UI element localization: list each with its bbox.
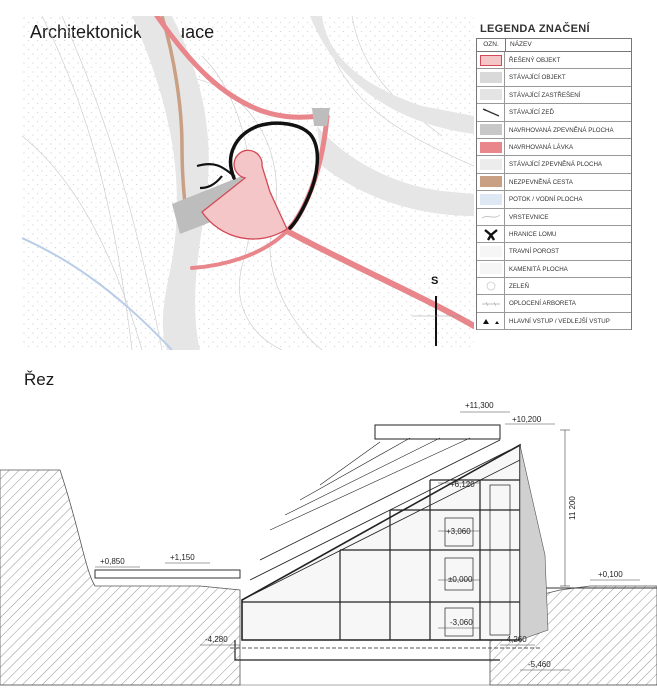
north-label: S (431, 275, 439, 287)
solved-object-swatch (477, 52, 505, 68)
legend-item (477, 226, 631, 243)
legend-item-label: TRAVNÍ POROST (509, 248, 560, 256)
existing-object-swatch (477, 69, 505, 85)
legend-item (477, 52, 631, 69)
footbridge-swatch (477, 139, 505, 155)
entrance-triangles-icon (477, 313, 505, 329)
quarry-edge-icon (477, 226, 505, 242)
legend-item (477, 122, 631, 139)
stone-area-swatch (477, 261, 505, 277)
legend-item (477, 87, 631, 104)
water-swatch (477, 191, 505, 207)
level-10200: +10,200 (512, 415, 542, 424)
legend-item-label: HLAVNÍ VSTUP / VEDLEJŠÍ VSTUP (509, 317, 610, 325)
contour-line (477, 209, 505, 225)
site-plan-drawing (22, 16, 474, 350)
legend-item-label: NAVRHOVANÁ LÁVKA (509, 143, 574, 151)
legend-col-symbol: OZN. (477, 39, 506, 51)
legend-item (477, 139, 631, 156)
level-minus-4280: -4,280 (205, 635, 228, 644)
legend-item (477, 295, 631, 312)
legend-item (477, 174, 631, 191)
level-minus-3060: -3,060 (450, 618, 473, 627)
existing-wall-line (477, 104, 505, 120)
paved-area-swatch (477, 122, 505, 138)
level-0000: ±0,000 (448, 575, 473, 584)
legend-item (477, 69, 631, 86)
legend-item (477, 104, 631, 121)
level-0100: +0,100 (598, 570, 623, 579)
legend-header (477, 39, 631, 52)
legend-item-label: STÁVAJÍCÍ ZASTŘEŠENÍ (509, 91, 581, 99)
legend-item-label: ZELEŇ (509, 283, 529, 291)
existing-paved-swatch (477, 156, 505, 172)
greenery-icon (477, 278, 505, 294)
legend-item-label: STÁVAJÍCÍ ZEĎ (509, 109, 554, 117)
level-0850: +0,850 (100, 557, 125, 566)
legend-item-label: ŘEŠENÝ OBJEKT (509, 57, 561, 64)
legend-item (477, 313, 631, 330)
legend-item (477, 278, 631, 295)
legend-item (477, 209, 631, 226)
legend-item-label: KAMENITÁ PLOCHA (509, 265, 568, 273)
legend-item-label: POTOK / VODNÍ PLOCHA (509, 196, 583, 204)
unpaved-path-swatch (477, 174, 505, 190)
section-title: Řez (24, 370, 55, 389)
building-section-drawing (0, 390, 657, 700)
dimension-11200: 11 200 (568, 496, 577, 520)
plant-column (520, 445, 548, 640)
terrace-left (95, 570, 240, 578)
grass-swatch (477, 243, 505, 259)
level-1150: +1,150 (170, 553, 195, 562)
legend-item (477, 156, 631, 173)
legend-item-label: NAVRHOVANÁ ZPEVNĚNÁ PLOCHA (509, 126, 614, 134)
legend-item-label: HRANICE LOMU (509, 230, 557, 238)
paved-area-north (312, 108, 330, 126)
legend-item-label: OPLOCENÍ ARBORETA (509, 300, 576, 308)
level-minus-4260: -4,260 (504, 635, 527, 644)
legend-title: LEGENDA ZNAČENÍ (480, 23, 590, 35)
legend-item (477, 191, 631, 208)
level-3060: +3,060 (446, 527, 471, 536)
building-section (230, 425, 540, 660)
existing-roof-swatch (477, 87, 505, 103)
legend-item-label: STÁVAJÍCÍ ZPEVNĚNÁ PLOCHA (509, 161, 603, 169)
legend-item-label: VRSTEVNICE (509, 213, 549, 221)
legend (476, 20, 632, 330)
legend-item-label: STÁVAJÍCÍ OBJEKT (509, 74, 566, 82)
level-6120: +6,120 (450, 480, 475, 489)
arboretum-fence-line (477, 295, 505, 311)
legend-item (477, 261, 631, 278)
legend-table (476, 38, 632, 330)
legend-item (477, 243, 631, 260)
level-11300: +11,300 (465, 401, 494, 410)
level-minus-5460: -5,460 (528, 660, 551, 669)
legend-col-name: NÁZEV (510, 41, 532, 48)
legend-rows (477, 52, 631, 330)
legend-item-label: NEZPEVNĚNÁ CESTA (509, 178, 573, 186)
